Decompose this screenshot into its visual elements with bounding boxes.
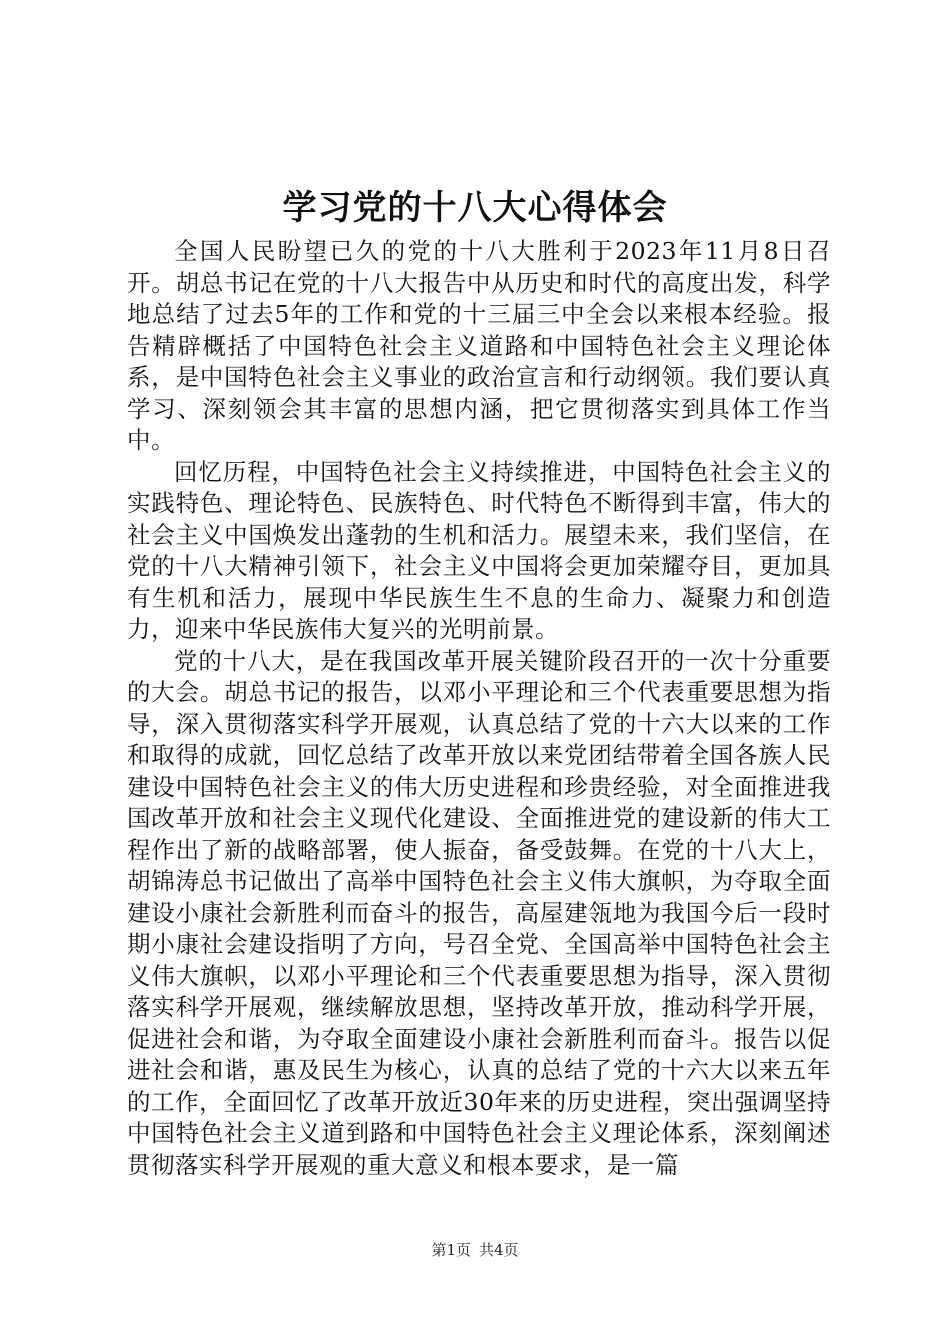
document-body — [127, 236, 831, 1181]
page-footer — [0, 1240, 950, 1260]
paragraph-1: 全国人民盼望已久的党的十八大胜利于2023年11月8日召开。胡总书记在党的十八大报告中从历史和时代的高度出发，科学地总结了过去5年的工作和党的十三届三中全会以来根本经验。报告精辟概括了中国特色社会主义道路和中国特色社会主义理论体系，是中国特色社会主义事业的政治宣言和行动纲领。我们要认真学习、深刻领会其丰富的思想内涵，把它贯彻落实到具体工作当中。 — [127, 237, 831, 454]
paragraph-2: 回忆历程，中国特色社会主义持续推进，中国特色社会主义的实践特色、理论特色、民族特色、时代特色不断得到丰富，伟大的社会主义中国焕发出蓬勃的生机和活力。展望未来，我们坚信，在党的十八大精神引领下，社会主义中国将会更加荣耀夺目，更加具有生机和活力，展现中华民族生生不息的生命力、凝聚力和创造力，迎来中华民族伟大复兴的光明前景。 — [127, 457, 831, 643]
page-number: 第1页 — [431, 1241, 471, 1259]
paragraph-3: 党的十八大，是在我国改革开展关键阶段召开的一次十分重要的大会。胡总书记的报告，以邓小平理论和三个代表重要思想为指导，深入贯彻落实科学开展观，认真总结了党的十六大以来的工作和取得的成就，回忆总结了改革开放以来党团结带着全国各族人民建设中国特色社会主义的伟大历史进程和珍贵经验，对全面推进我国改革开放和社会主义现代化建设、全面推进党的建设新的伟大工程作出了新的战略部署，使人振奋，备受鼓舞。在党的十八大上，胡锦涛总书记做出了高举中国特色社会主义伟大旗帜，为夺取全面建设小康社会新胜利而奋斗的报告，高屋建瓴地为我国今后一段时期小康社会建设指明了方向，号召全党、全国高举中国特色社会主义伟大旗帜，以邓小平理论和三个代表重要思想为指导，深入贯彻落实科学开展观，继续解放思想，坚持改革开放，推动科学开展，促进社会和谐，为夺取全面建设小康社会新胜利而奋斗。报告以促进社会和谐，惠及民生为核心，认真的总结了党的十六大以来五年的工作，全面回忆了改革开放近30年来的历史进程，突出强调坚持中国特色社会主义道到路和中国特色社会主义理论体系，深刻阐述贯彻落实科学开展观的重大意义和根本要求，是一篇 — [127, 646, 831, 1179]
document-title: 学习党的十八大心得体会 — [282, 188, 668, 228]
page-total: 共4页 — [479, 1241, 519, 1259]
